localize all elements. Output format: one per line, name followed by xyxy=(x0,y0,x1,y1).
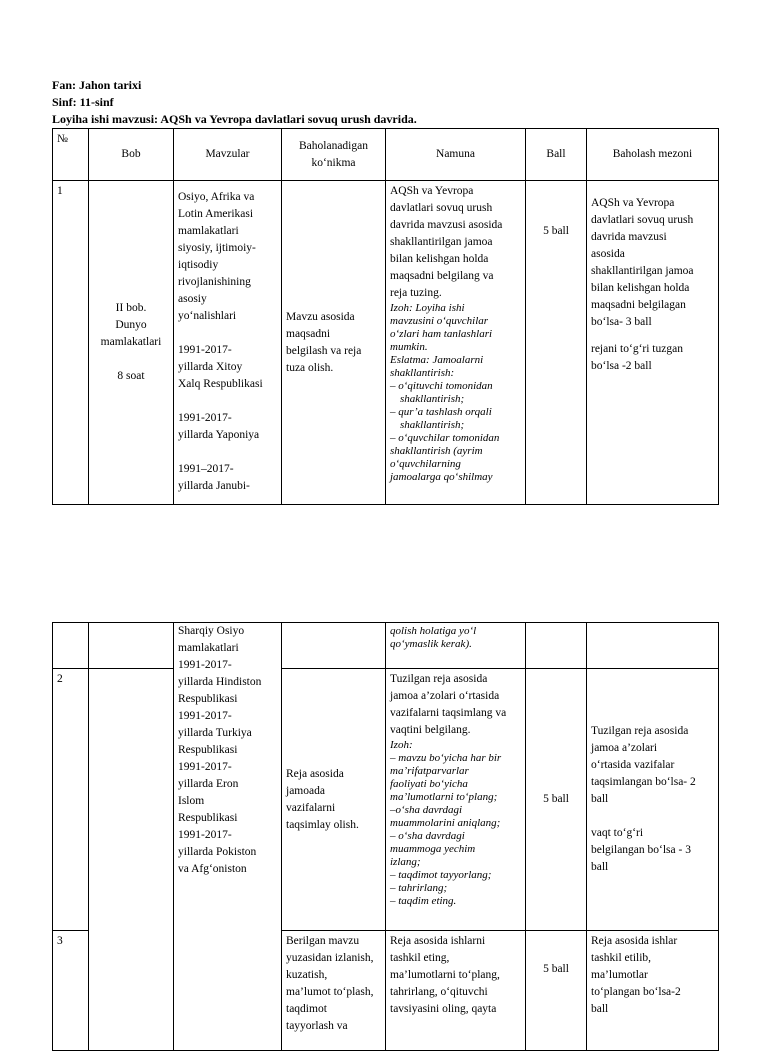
col-header-ball: Ball xyxy=(526,129,587,181)
namuna-cell xyxy=(386,669,526,931)
mavzu-line: Respublikasi xyxy=(178,812,238,824)
note-line: – o‘qituvchi tomonidan xyxy=(390,380,493,392)
mezon-line: Tuzilgan reja asosida xyxy=(591,725,689,737)
mezon-line: vaqt to‘g‘ri xyxy=(591,827,644,839)
mavzu-line: yo‘nalishlari xyxy=(178,310,237,322)
konikma-line: maqsadni xyxy=(286,327,331,340)
namuna-line: vazifalarni taqsimlang va xyxy=(390,707,507,719)
mezon-line: ball xyxy=(591,1003,609,1015)
mavzu-line: 1991-2017- xyxy=(178,710,232,722)
mavzu-line: yillarda Janubi- xyxy=(178,480,250,492)
namuna-cell xyxy=(386,181,526,505)
mavzu-line: iqtisodiy xyxy=(178,259,219,271)
table-row xyxy=(53,669,719,931)
note-line: Izoh: Loyiha ishi xyxy=(390,302,465,314)
namuna-cell xyxy=(386,623,526,669)
mezon-line: AQSh va Yevropa xyxy=(591,197,675,209)
mavzu-line: mamlakatlari xyxy=(178,225,239,237)
bob-line: II bob. xyxy=(115,302,147,314)
konikma-line: ma’lumot to‘plash, xyxy=(286,986,374,998)
bob-cell xyxy=(89,669,174,1051)
row-number xyxy=(53,623,89,669)
mezon-cell xyxy=(587,623,719,669)
note-line: – o‘sha davrdagi xyxy=(390,830,465,842)
mezon-line: tashkil etilib, xyxy=(591,952,652,964)
mavzu-line: siyosiy, ijtimoiy- xyxy=(178,242,256,254)
konikma-line: Mavzu asosida xyxy=(286,310,355,323)
mavzu-line: yillarda Hindiston xyxy=(178,676,262,688)
mezon-line: belgilangan bo‘lsa - 3 xyxy=(591,844,691,856)
row-number: 2 xyxy=(53,669,89,931)
konikma-cell xyxy=(282,181,386,505)
mezon-line: taqsimlangan bo‘lsa- 2 xyxy=(591,776,696,788)
bob-cell xyxy=(89,181,174,505)
mavzular-cell xyxy=(174,181,282,505)
konikma-line: kuzatish, xyxy=(286,969,328,981)
mezon-line: davrida mavzusi xyxy=(591,231,667,243)
header-row xyxy=(53,129,719,181)
konikma-line: Berilgan mavzu xyxy=(286,935,360,947)
mavzu-line: 1991-2017- xyxy=(178,829,232,841)
konikma-cell xyxy=(282,623,386,669)
mavzu-line xyxy=(178,393,277,410)
mezon-line: asosida xyxy=(591,248,625,260)
note-line: shakllantirish: xyxy=(390,367,455,379)
mezon-line: ball xyxy=(591,793,609,805)
note-line: shakllantirish (ayrim xyxy=(390,445,483,457)
note-line: – mavzu bo‘yicha har bir xyxy=(390,752,502,764)
mezon-cell xyxy=(587,181,719,505)
mavzu-line: Islom xyxy=(178,795,205,807)
mavzu-line: 1991-2017- xyxy=(178,659,232,671)
ball-cell: 5 ball xyxy=(526,669,587,931)
konikma-line: tuza olish. xyxy=(286,361,334,374)
continuation-row xyxy=(53,623,719,669)
note-line: Izoh: xyxy=(390,739,413,751)
konikma-line: taqdimot xyxy=(286,1003,327,1015)
bob-line: Dunyo xyxy=(115,319,147,331)
bob-line xyxy=(93,351,169,368)
ball-cell: 5 ball xyxy=(526,181,587,505)
mezon-line: Reja asosida ishlar xyxy=(591,935,678,947)
col-header-number: № xyxy=(53,129,89,181)
namuna-line: Tuzilgan reja asosida xyxy=(390,673,488,685)
note-line: mumkin. xyxy=(390,341,428,353)
mavzular-cell xyxy=(174,623,282,1051)
note-line: muammolarini aniqlang; xyxy=(390,817,501,829)
note-line: – tahrirlang; xyxy=(390,882,448,894)
namuna-line: davrida mavzusi asosida xyxy=(390,219,503,231)
namuna-line: jamoa a’zolari o‘rtasida xyxy=(390,690,500,702)
mavzu-line: yillarda Yaponiya xyxy=(178,429,260,441)
konikma-line: taqsimlay olish. xyxy=(286,818,359,831)
bob-cell xyxy=(89,623,174,669)
mavzu-line: 1991–2017- xyxy=(178,463,234,475)
namuna-note xyxy=(390,302,521,484)
col-header-mezon: Baholash mezoni xyxy=(587,129,719,181)
namuna-line: tavsiyasini oling, qayta xyxy=(390,1003,497,1015)
mezon-cell xyxy=(587,931,719,1051)
mavzu-line: yillarda Xitoy xyxy=(178,361,243,373)
col-header-mavzular: Mavzular xyxy=(174,129,282,181)
mavzu-line: asosiy xyxy=(178,293,207,305)
assessment-table-part-2 xyxy=(52,622,719,1051)
mavzu-line: Xalq Respublikasi xyxy=(178,378,263,390)
note-line: Eslatma: Jamoalarni xyxy=(390,354,484,366)
mavzu-line: Respublikasi xyxy=(178,744,238,756)
mavzu-line: 1991-2017- xyxy=(178,344,232,356)
ball-cell: 5 ball xyxy=(526,931,587,1051)
note-line: o‘zlari ham tanlashlari xyxy=(390,328,493,340)
mezon-line: bo‘lsa -2 ball xyxy=(591,360,652,372)
note-line: mavzusini o‘quvchilar xyxy=(390,315,489,327)
row-number: 1 xyxy=(53,181,89,505)
mavzu-line: Osiyo, Afrika va xyxy=(178,191,255,203)
mavzu-line: Sharqiy Osiyo xyxy=(178,625,245,637)
mavzu-line: yillarda Turkiya xyxy=(178,727,252,739)
mezon-line: rejani to‘g‘ri tuzgan xyxy=(591,343,683,355)
mavzu-line: yillarda Pokiston xyxy=(178,846,257,858)
mavzu-line: va Afg‘oniston xyxy=(178,863,247,875)
bob-line: 8 soat xyxy=(117,370,145,382)
mavzu-line: 1991-2017- xyxy=(178,412,232,424)
ball-cell xyxy=(526,623,587,669)
mezon-line: o‘rtasida vazifalar xyxy=(591,759,675,771)
note-line: –o‘sha davrdagi xyxy=(390,804,463,816)
konikma-cell xyxy=(282,931,386,1051)
mezon-line: bilan kelishgan holda xyxy=(591,282,690,294)
note-line: – qur’a tashlash orqali xyxy=(390,406,492,418)
note-line: muammoga yechim xyxy=(390,843,476,855)
note-line: o‘quvchilarning xyxy=(390,458,461,470)
mavzu-line: mamlakatlari xyxy=(178,642,239,654)
col-header-bob: Bob xyxy=(89,129,174,181)
row-number: 3 xyxy=(53,931,89,1051)
namuna-note xyxy=(390,739,521,908)
col-header-namuna: Namuna xyxy=(386,129,526,181)
mavzu-line: Lotin Amerikasi xyxy=(178,208,254,220)
konikma-cell xyxy=(282,669,386,931)
namuna-line: ma’lumotlarni to‘plang, xyxy=(390,969,500,981)
namuna-line: reja tuzing. xyxy=(390,287,442,299)
note-line: izlang; xyxy=(390,856,421,868)
note-line: ma’lumotlarni to‘plang; xyxy=(390,791,498,803)
col-header-konikma: Baholanadigan ko‘nikma xyxy=(282,129,386,181)
konikma-line: Reja asosida xyxy=(286,767,344,780)
note-line: shakllantirish; xyxy=(400,419,465,431)
note-line: – o‘quvchilar tomonidan xyxy=(390,432,500,444)
namuna-line: tahrirlang, o‘qituvchi xyxy=(390,986,488,998)
namuna-line: bilan kelishgan holda xyxy=(390,253,489,265)
namuna-cell xyxy=(386,931,526,1051)
namuna-line: tashkil eting, xyxy=(390,952,450,964)
mezon-line xyxy=(591,331,714,341)
konikma-line: belgilash va reja xyxy=(286,344,362,357)
note-line: faoliyati bo‘yicha xyxy=(390,778,468,790)
namuna-line: AQSh va Yevropa xyxy=(390,185,474,197)
mezon-line: ma’lumotlar xyxy=(591,969,648,981)
mavzu-line xyxy=(178,325,277,342)
mavzu-line: Respublikasi xyxy=(178,693,238,705)
konikma-line: jamoada xyxy=(286,784,325,797)
mezon-cell xyxy=(587,669,719,931)
note-line: shakllantirish; xyxy=(400,393,465,405)
project-topic-line: Loyiha ishi mavzusi: AQSh va Yevropa davlatlari sovuq urush davrida. xyxy=(52,112,417,126)
mezon-line: bo‘lsa- 3 ball xyxy=(591,316,652,328)
mezon-line: jamoa a’zolari xyxy=(591,742,658,754)
note-line: ma’rifatparvarlar xyxy=(390,765,469,777)
bob-line: mamlakatlari xyxy=(100,336,162,348)
note-line: qo‘ymaslik kerak). xyxy=(390,638,472,650)
konikma-line: vazifalarni xyxy=(286,801,336,814)
namuna-line: maqsadni belgilang va xyxy=(390,270,494,282)
assessment-table-part-1 xyxy=(52,128,719,505)
mezon-line: maqsadni belgilagan xyxy=(591,299,686,311)
mezon-line xyxy=(591,808,714,825)
note-line: – taqdimot tayyorlang; xyxy=(390,869,492,881)
mavzu-line: 1991-2017- xyxy=(178,761,232,773)
namuna-line: shakllantirilgan jamoa xyxy=(390,236,493,248)
namuna-line: Reja asosida ishlarni xyxy=(390,935,486,947)
note-line: qolish holatiga yo‘l xyxy=(390,625,477,637)
mezon-line: to‘plangan bo‘lsa-2 xyxy=(591,986,681,998)
mavzu-line xyxy=(178,444,277,461)
mezon-line: shakllantirilgan jamoa xyxy=(591,265,694,277)
mavzu-line: yillarda Eron xyxy=(178,778,239,790)
grade-line: Sinf: 11-sinf xyxy=(52,95,114,109)
namuna-line: vaqtini belgilang. xyxy=(390,724,471,736)
subject-line: Fan: Jahon tarixi xyxy=(52,78,142,92)
mezon-line: ball xyxy=(591,861,609,873)
mavzu-line: rivojlanishining xyxy=(178,276,251,288)
note-line: – taqdim eting. xyxy=(390,895,457,907)
mezon-line: davlatlari sovuq urush xyxy=(591,214,694,226)
table-row xyxy=(53,181,719,505)
konikma-line: yuzasidan izlanish, xyxy=(286,952,374,964)
note-line: jamoalarga qo‘shilmay xyxy=(390,471,493,483)
namuna-line: davlatlari sovuq urush xyxy=(390,202,493,214)
konikma-line: tayyorlash va xyxy=(286,1020,348,1032)
